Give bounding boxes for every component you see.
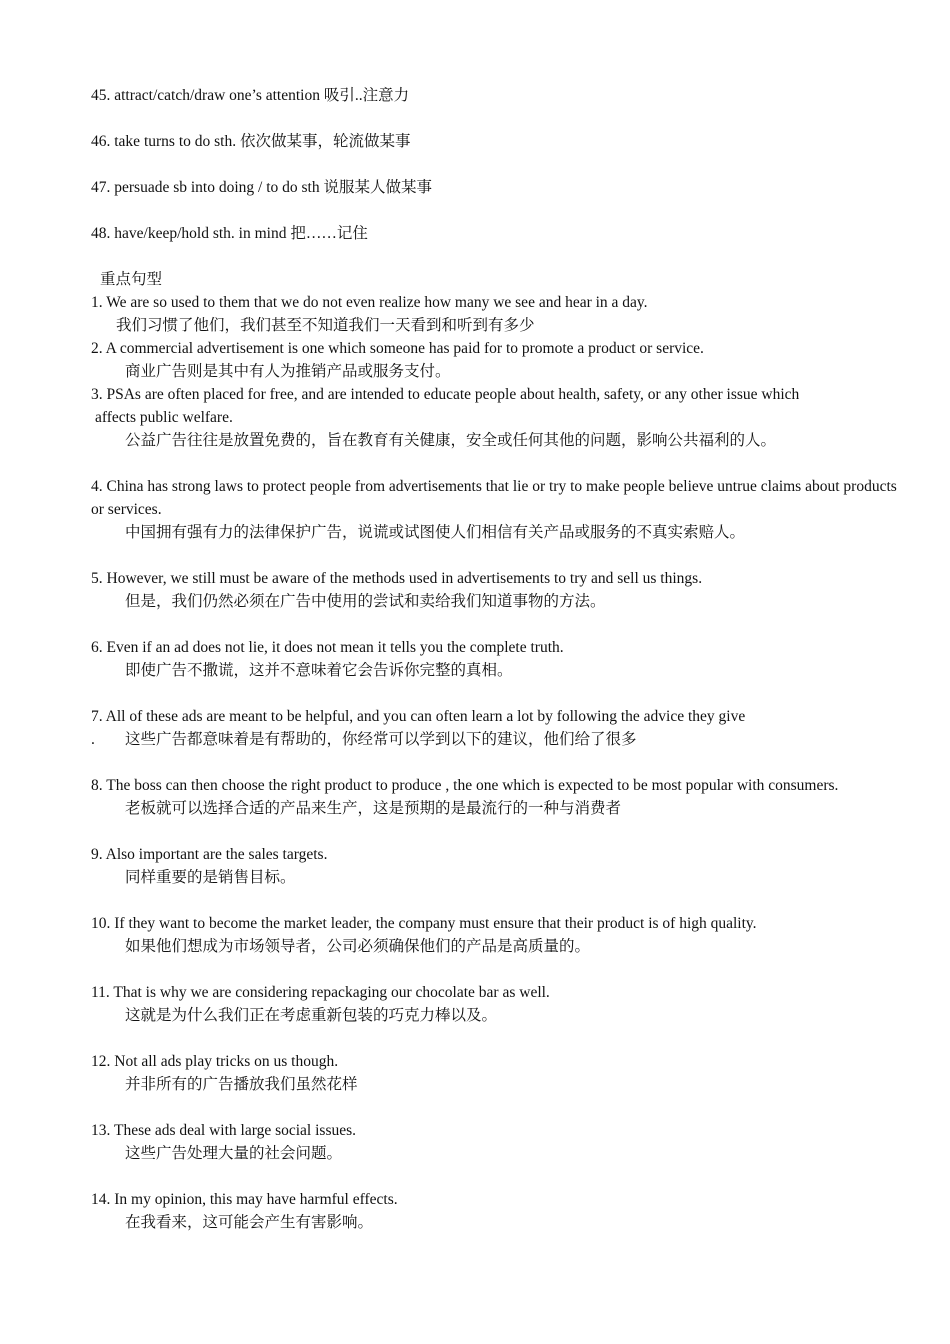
- sentence-english: 5. However, we still must be aware of the methods used in advertisements to try and sell us things.: [91, 570, 703, 587]
- sentence-2: [91, 337, 911, 383]
- sentence-english: 6. Even if an ad does not lie, it does not mean it tells you the complete truth.: [91, 639, 564, 656]
- phrase-45: 45. attract/catch/draw one’s attention 吸引..注意力: [91, 87, 410, 104]
- sentence-english: 8. The boss can then choose the right product to produce , the one which is expected to be most popular with consumers.: [91, 777, 839, 794]
- sentence-chinese: 中国拥有强有力的法律保护广告，说谎或试图使人们相信有关产品或服务的不真实索赔人。: [125, 524, 746, 541]
- section-title: 重点句型: [100, 271, 163, 288]
- sentence-chinese-text: 这些广告都意味着是有帮助的，你经常可以学到以下的建议，他们给了很多: [125, 731, 637, 748]
- sentence-english: 4. China has strong laws to protect people from advertisements that lie or try to make people believe untrue claims about products or services.: [91, 478, 897, 518]
- sentence-english: [91, 383, 911, 429]
- phrase-48: 48. have/keep/hold sth. in mind 把……记住: [91, 225, 368, 242]
- sentence-4: [91, 475, 911, 544]
- sentence-english: 7. All of these ads are meant to be helpful, and you can often learn a lot by following the advice they give: [91, 708, 746, 725]
- sentence-english-line-2: affects public welfare.: [95, 409, 233, 426]
- sentence-3: [91, 383, 911, 452]
- sentence-english: 12. Not all ads play tricks on us though.: [91, 1053, 339, 1070]
- sentence-9: [91, 843, 911, 889]
- phrase-47: 47. persuade sb into doing / to do sth 说服某人做某事: [91, 179, 432, 196]
- sentence-english: 9. Also important are the sales targets.: [91, 846, 328, 863]
- sentence-chinese: 但是，我们仍然必须在广告中使用的尝试和卖给我们知道事物的方法。: [125, 593, 606, 610]
- sentence-chinese: 如果他们想成为市场领导者，公司必须确保他们的产品是高质量的。: [125, 938, 591, 955]
- sentence-chinese: 公益广告往往是放置免费的，旨在教育有关健康，安全或任何其他的问题，影响公共福利的人。: [125, 432, 777, 449]
- sentence-english: 14. In my opinion, this may have harmful effects.: [91, 1191, 398, 1208]
- sentence-1: [91, 291, 911, 337]
- sentence-8: [91, 774, 911, 820]
- sentence-6: [91, 636, 911, 682]
- sentence-chinese-prefix: .: [91, 731, 95, 748]
- sentence-12: [91, 1050, 911, 1096]
- sentence-chinese: [91, 728, 911, 751]
- sentence-chinese: 老板就可以选择合适的产品来生产，这是预期的是最流行的一种与消费者: [125, 800, 622, 817]
- sentence-chinese: 这些广告处理大量的社会问题。: [125, 1145, 343, 1162]
- sentence-chinese: 我们习惯了他们，我们甚至不知道我们一天看到和听到有多少: [116, 317, 535, 334]
- sentence-chinese: 并非所有的广告播放我们虽然花样: [125, 1076, 358, 1093]
- sentence-chinese: 在我看来，这可能会产生有害影响。: [125, 1214, 374, 1231]
- sentence-english: 1. We are so used to them that we do not even realize how many we see and hear in a day.: [91, 294, 648, 311]
- sentence-chinese: 这就是为什么我们正在考虑重新包装的巧克力棒以及。: [125, 1007, 498, 1024]
- sentence-english: 13. These ads deal with large social issues.: [91, 1122, 357, 1139]
- sentence-chinese: 即使广告不撒谎，这并不意味着它会告诉你完整的真相。: [125, 662, 513, 679]
- sentence-5: [91, 567, 911, 613]
- sentence-10: [91, 912, 911, 958]
- sentence-14: [91, 1188, 911, 1234]
- sentence-english: 10. If they want to become the market leader, the company must ensure that their product is of high quality.: [91, 915, 757, 932]
- sentence-english: 2. A commercial advertisement is one which someone has paid for to promote a product or service.: [91, 340, 704, 357]
- sentence-chinese: 同样重要的是销售目标。: [125, 869, 296, 886]
- sentence-13: [91, 1119, 911, 1165]
- sentence-7: [91, 705, 911, 751]
- sentence-english-line-1: 3. PSAs are often placed for free, and are intended to educate people about health, safety, or any other issue which: [91, 386, 800, 403]
- phrase-46: 46. take turns to do sth. 依次做某事，轮流做某事: [91, 133, 411, 150]
- sentence-english: 11. That is why we are considering repackaging our chocolate bar as well.: [91, 984, 550, 1001]
- document-page: [91, 84, 911, 1234]
- sentence-11: [91, 981, 911, 1027]
- sentence-chinese: 商业广告则是其中有人为推销产品或服务支付。: [125, 363, 451, 380]
